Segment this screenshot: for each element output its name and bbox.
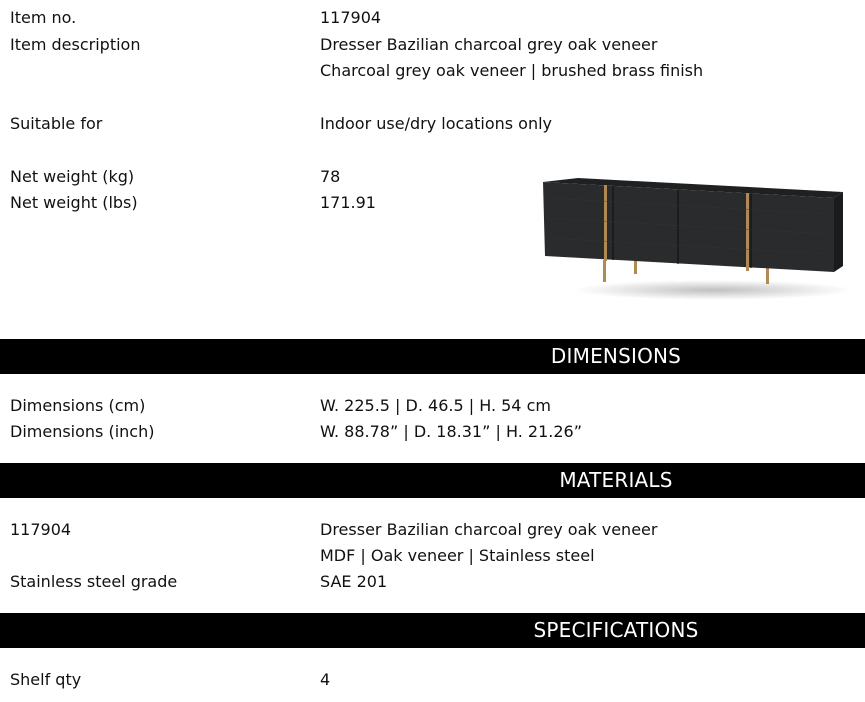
item-no-label: Item no. <box>10 8 77 27</box>
dimensions-cm-label: Dimensions (cm) <box>10 396 146 415</box>
item-no-value: 117904 <box>320 8 382 27</box>
item-description-line2: Charcoal grey oak veneer | brushed brass finish <box>320 61 704 80</box>
net-weight-kg-label: Net weight (kg) <box>10 167 135 186</box>
dimensions-cm-value: W. 225.5 | D. 46.5 | H. 54 cm <box>320 396 551 415</box>
suitable-for-label: Suitable for <box>10 114 103 133</box>
materials-section-header <box>0 463 865 498</box>
item-description-label: Item description <box>10 35 141 54</box>
item-description-line1: Dresser Bazilian charcoal grey oak veneer <box>320 35 658 54</box>
net-weight-lbs-value: 171.91 <box>320 193 376 212</box>
net-weight-kg-value: 78 <box>320 167 341 186</box>
materials-item-label: 117904 <box>10 520 72 539</box>
leg <box>603 260 606 282</box>
specifications-section-header <box>0 613 865 648</box>
materials-item-line2: MDF | Oak veneer | Stainless steel <box>320 546 595 565</box>
dimensions-inch-label: Dimensions (inch) <box>10 422 155 441</box>
dimensions-inch-value: W. 88.78” | D. 18.31” | H. 21.26” <box>320 422 582 441</box>
brass-strap <box>604 185 607 261</box>
specifications-title: SPECIFICATIONS <box>533 618 699 642</box>
steel-grade-value: SAE 201 <box>320 572 388 591</box>
suitable-for-value: Indoor use/dry locations only <box>320 114 553 133</box>
cabinet-side <box>834 192 843 272</box>
net-weight-lbs-label: Net weight (lbs) <box>10 193 138 212</box>
shelf-qty-label: Shelf qty <box>10 670 82 689</box>
brass-strap <box>746 193 749 271</box>
leg <box>634 260 637 274</box>
materials-title: MATERIALS <box>559 468 673 492</box>
shelf-qty-value: 4 <box>320 670 331 689</box>
steel-grade-label: Stainless steel grade <box>10 572 178 591</box>
sideboard-dresser-image <box>538 168 850 308</box>
materials-item-line1: Dresser Bazilian charcoal grey oak veneer <box>320 520 658 539</box>
dimensions-section-header <box>0 339 865 374</box>
dimensions-title: DIMENSIONS <box>550 344 682 368</box>
